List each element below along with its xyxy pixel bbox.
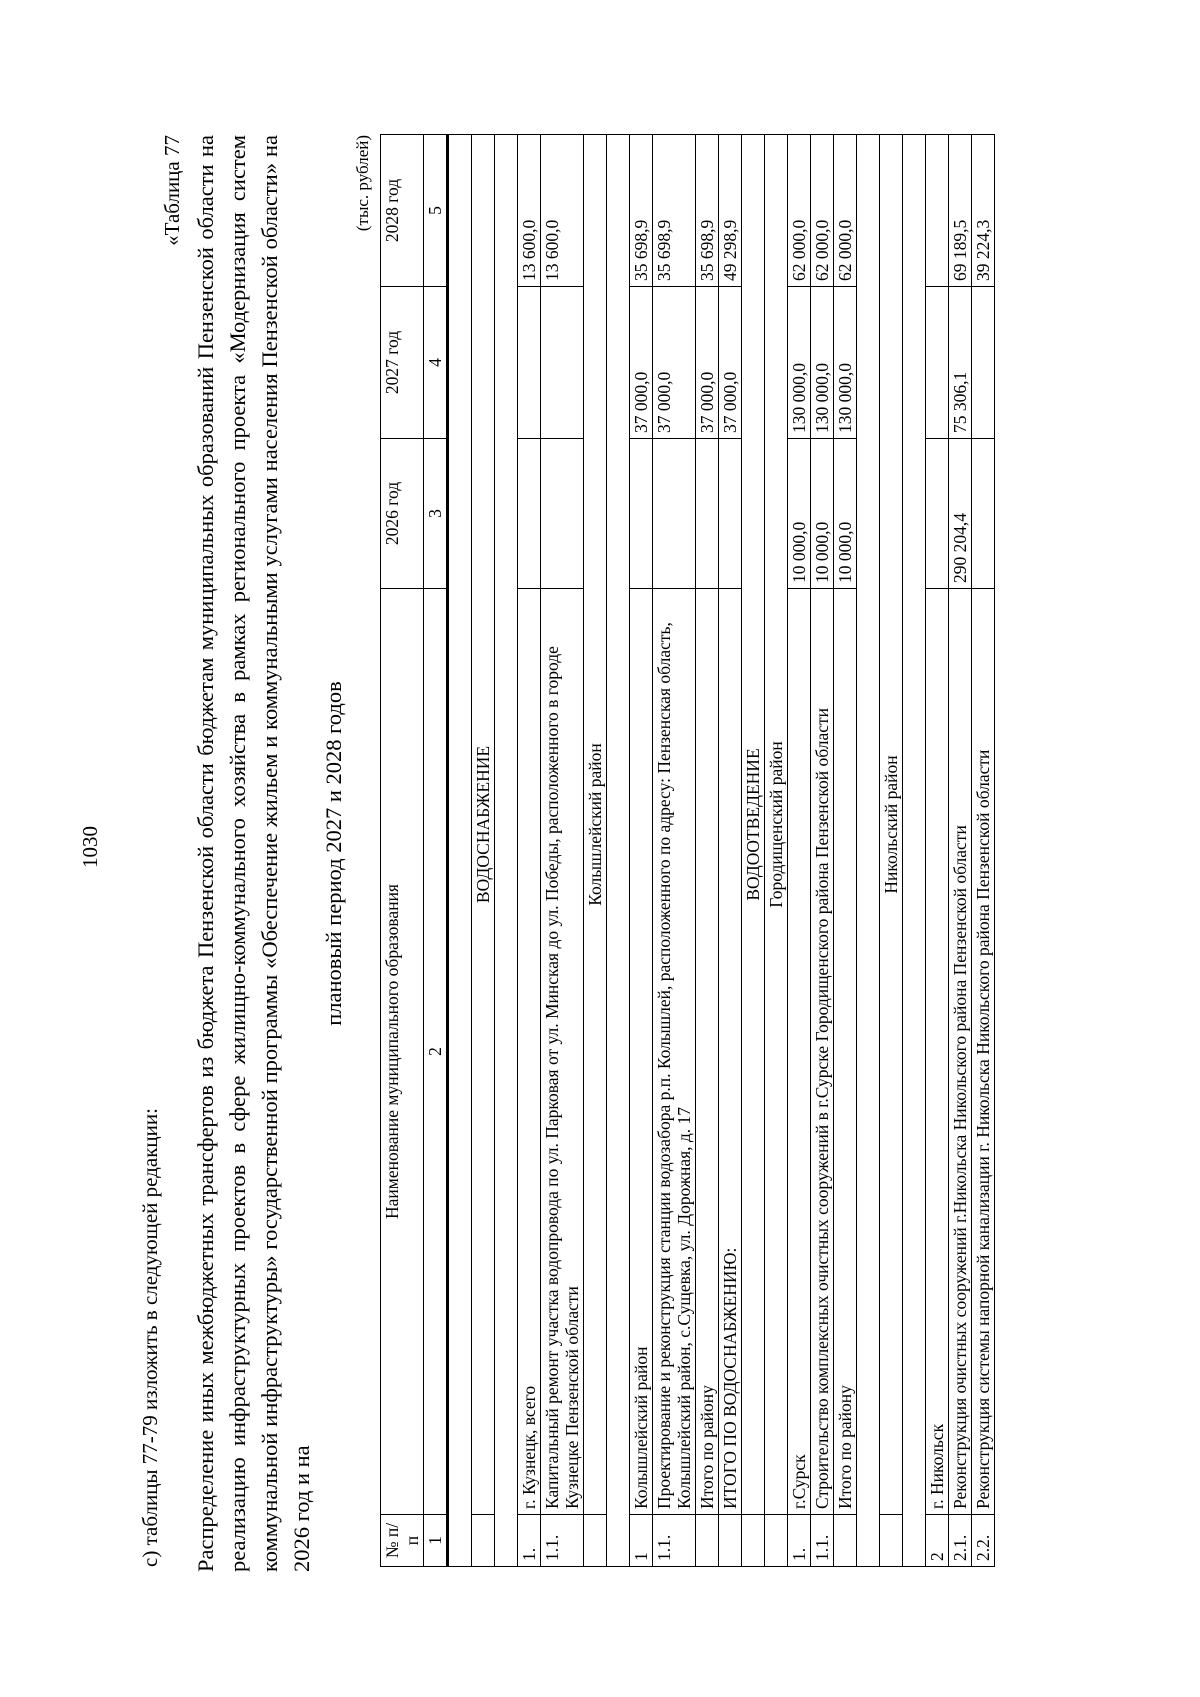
value-2026: 10 000,0 <box>834 439 857 589</box>
value-2028: 35 698,9 <box>696 135 719 287</box>
col-number-3: 3 <box>424 439 448 589</box>
value-2028: 13 600,0 <box>518 135 541 287</box>
row-name: г. Кузнецк, всего <box>518 589 541 1515</box>
spacer-row <box>857 135 880 1567</box>
row-number <box>719 1515 742 1567</box>
value-2028: 35 698,9 <box>653 135 696 287</box>
spacer-row <box>495 135 518 1567</box>
table-heading <box>190 135 350 1572</box>
header-2027: 2027 год <box>381 287 424 439</box>
value-2026: 10 000,0 <box>811 439 834 589</box>
value-2028: 62 000,0 <box>811 135 834 287</box>
value-2027 <box>518 287 541 439</box>
value-2026 <box>518 439 541 589</box>
value-2027: 37 000,0 <box>630 287 653 439</box>
value-2028: 35 698,9 <box>630 135 653 287</box>
page-number: 1030 <box>78 826 102 868</box>
heading-last-line: плановый период 2027 и 2028 годов <box>321 681 346 1026</box>
section-water-supply: ВОДОСНАБЖЕНИЕ <box>472 135 495 1515</box>
value-2027: 130 000,0 <box>811 287 834 439</box>
value-2026: 10 000,0 <box>788 439 811 589</box>
table-row <box>972 135 995 1567</box>
value-2028: 62 000,0 <box>788 135 811 287</box>
value-2026 <box>972 439 995 589</box>
table-label: «Таблица 77 <box>160 135 184 246</box>
value-2028: 13 600,0 <box>541 135 584 287</box>
row-number: 1 <box>630 1515 653 1567</box>
row-name: Строительство комплексных очистных сооружений в г.Сурске Городищенского района Пензенской области <box>811 589 834 1515</box>
table-row <box>630 135 653 1567</box>
table-row <box>811 135 834 1567</box>
row-number: 1.1. <box>653 1515 696 1567</box>
row-name: ИТОГО ПО ВОДОСНАБЖЕНИЮ: <box>719 589 742 1515</box>
value-2028 <box>926 135 949 287</box>
spacer-row <box>903 135 926 1567</box>
row-name: г. Никольск <box>926 589 949 1515</box>
header-2026: 2026 год <box>381 439 424 589</box>
section-row <box>880 135 903 1567</box>
table-row <box>541 135 584 1567</box>
section-gorodishche: Городищенский район <box>765 135 788 1515</box>
table-row <box>949 135 972 1567</box>
col-number-2: 2 <box>424 589 448 1515</box>
row-name: Итого по району <box>834 589 857 1515</box>
table-row <box>834 135 857 1567</box>
table-header-row <box>381 135 424 1567</box>
value-2028: 49 298,9 <box>719 135 742 287</box>
table-row <box>788 135 811 1567</box>
row-name: Проектирование и реконструкция станции водозабора р.п. Колышлей, расположенного по адресу: Пензенская область, Колышлейский район, с.Сущевка, ул. Дорожная, д. 17 <box>653 589 696 1515</box>
row-name: Реконструкция системы напорной канализации г. Никольска Никольского района Пензенской области <box>972 589 995 1515</box>
value-2028: 69 189,5 <box>949 135 972 287</box>
header-2028: 2028 год <box>381 135 424 287</box>
value-2026 <box>630 439 653 589</box>
section-sewerage: ВОДООТВЕДЕНИЕ <box>742 135 765 1515</box>
section-row <box>584 135 607 1567</box>
value-2028: 39 224,3 <box>972 135 995 287</box>
section-kolyshley: Колышлейский район <box>584 135 607 1515</box>
units-label: (тыс. рублей) <box>353 135 372 232</box>
row-number: 2 <box>926 1515 949 1567</box>
section-row <box>742 135 765 1567</box>
section-nikolsk: Никольский район <box>880 135 903 1515</box>
table-row <box>696 135 719 1567</box>
value-2026 <box>541 439 584 589</box>
row-number: 1. <box>518 1515 541 1567</box>
transfers-table <box>380 134 995 1567</box>
value-2027 <box>972 287 995 439</box>
value-2026: 290 204,4 <box>949 439 972 589</box>
value-2027: 37 000,0 <box>696 287 719 439</box>
value-2027: 75 306,1 <box>949 287 972 439</box>
row-number: 1.1. <box>541 1515 584 1567</box>
row-number: 2.2. <box>972 1515 995 1567</box>
value-2027 <box>926 287 949 439</box>
row-number <box>834 1515 857 1567</box>
table-row <box>719 135 742 1567</box>
row-number: 1. <box>788 1515 811 1567</box>
intro-text: с) таблицы 77-79 изложить в следующей редакции: <box>138 1108 162 1567</box>
row-name: Колышлейский район <box>630 589 653 1515</box>
section-row <box>472 135 495 1567</box>
column-numbers-row <box>424 135 448 1567</box>
table-row <box>926 135 949 1567</box>
col-number-5: 5 <box>424 135 448 287</box>
spacer-row <box>448 135 472 1567</box>
table-row <box>518 135 541 1567</box>
row-name: г.Сурск <box>788 589 811 1515</box>
col-number-1: 1 <box>424 1515 448 1567</box>
value-2026 <box>719 439 742 589</box>
spacer-row <box>607 135 630 1567</box>
col-number-4: 4 <box>424 287 448 439</box>
value-2026 <box>653 439 696 589</box>
row-number <box>696 1515 719 1567</box>
row-name: Капитальный ремонт участка водопровода по ул. Парковая от ул. Минская до ул. Победы, расположенного в городе Кузнецке Пензенской области <box>541 589 584 1515</box>
row-number: 2.1. <box>949 1515 972 1567</box>
row-name: Итого по району <box>696 589 719 1515</box>
section-row <box>765 135 788 1567</box>
row-number: 1.1. <box>811 1515 834 1567</box>
row-name: Реконструкция очистных сооружений г.Никольска Никольского района Пензенской области <box>949 589 972 1515</box>
value-2026 <box>926 439 949 589</box>
value-2026 <box>696 439 719 589</box>
value-2027 <box>541 287 584 439</box>
value-2027: 37 000,0 <box>719 287 742 439</box>
header-number: № п/п <box>381 1515 424 1567</box>
table-row <box>653 135 696 1567</box>
value-2028: 62 000,0 <box>834 135 857 287</box>
value-2027: 130 000,0 <box>834 287 857 439</box>
value-2027: 37 000,0 <box>653 287 696 439</box>
value-2027: 130 000,0 <box>788 287 811 439</box>
header-name: Наименование муниципального образования <box>381 589 424 1515</box>
heading-text: Распределение иных межбюджетных трансфертов из бюджета Пензенской области бюджетам муниципальных образований Пензенской области на реализацию инфраструктурных проектов в сфере жилищно-коммунального хозяйства в рамках регионального проекта «Модернизация систем коммунальной инфраструктуры» государственной программы «Обеспечение жильем и коммунальными услугами населения Пензенской области» на 2026 год и на <box>193 135 314 1572</box>
